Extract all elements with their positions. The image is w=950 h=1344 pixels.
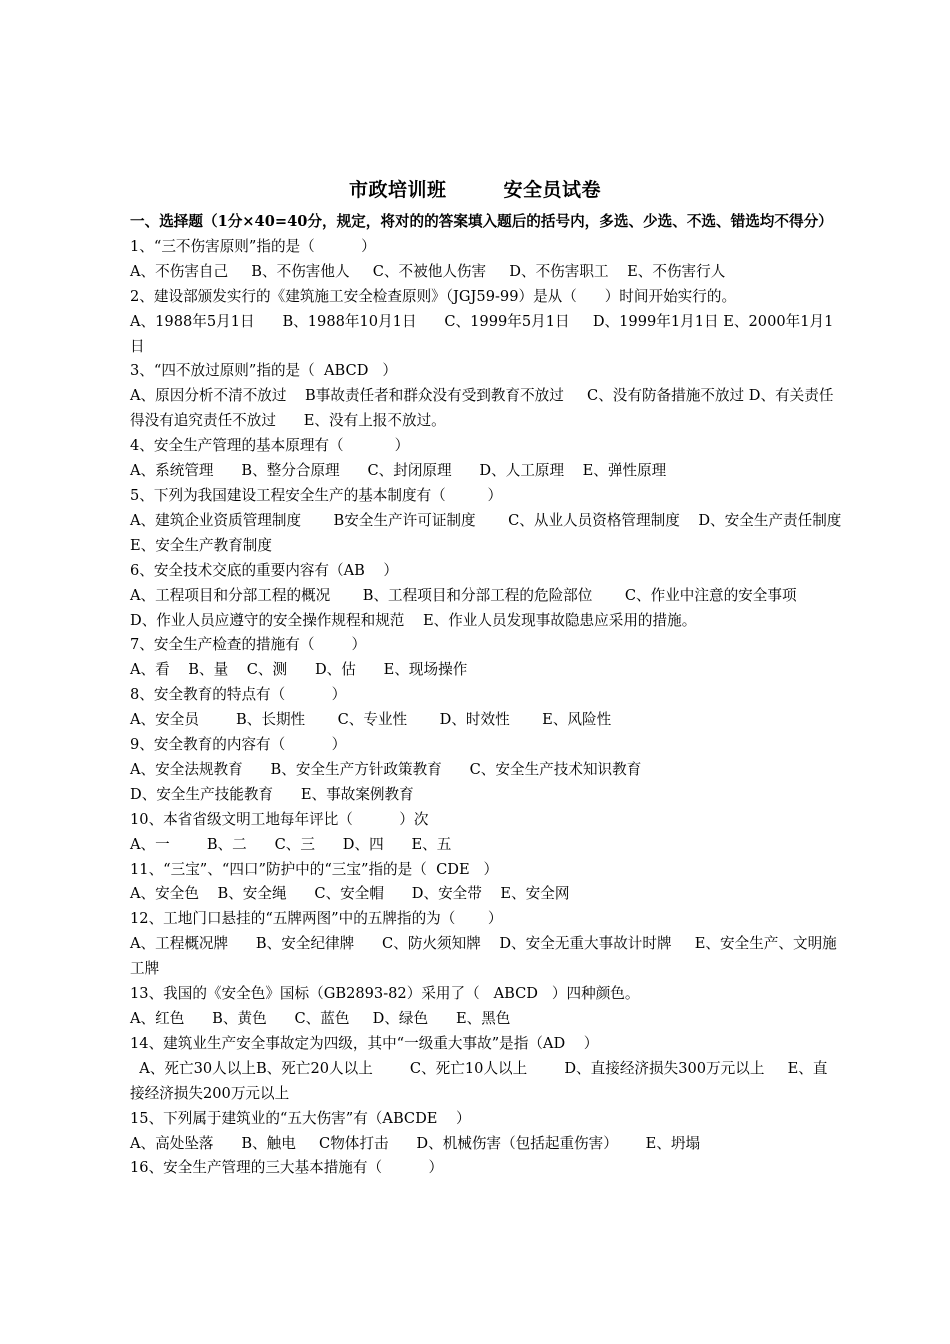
- document-title: 市政培训班 安全员试卷: [349, 179, 601, 201]
- text-line: A、工程概况牌 B、安全纪律牌 C、防火须知牌 D、安全无重大事故计时牌 E、安全生产、文明施工牌: [130, 935, 837, 978]
- text-line: 13、我国的《安全色》国标（GB2893-82）采用了（ ABCD ）四种颜色。: [130, 985, 640, 1003]
- text-line: 7、安全生产检查的措施有（ ）: [130, 636, 367, 654]
- text-line: A、红色 B、黄色 C、蓝色 D、绿色 E、黑色: [130, 1010, 511, 1027]
- text-line: A、安全法规教育 B、安全生产方针政策教育 C、安全生产技术知识教育: [130, 760, 642, 778]
- text-line: 1、“三不伤害原则”指的是（ ）: [130, 237, 376, 255]
- text-line: A、1988年5月1日 B、1988年10月1日 C、1999年5月1日 D、1999年1月1日 E、2000年1月1日: [130, 312, 834, 355]
- text-line: 3、“四不放过原则”指的是（ ABCD ）: [130, 362, 397, 380]
- text-line: 4、安全生产管理的基本原理有（ ）: [130, 437, 410, 455]
- text-line: A、一 B、二 C、三 D、四 E、五: [130, 835, 452, 853]
- text-line: 14、建筑业生产安全事故定为四级，其中“一级重大事故”是指（AD ）: [130, 1034, 599, 1052]
- text-line: 2、建设部颁发实行的《建筑施工安全检查原则》（JGJ59-99）是从（ ）时间开始实行的。: [130, 287, 737, 305]
- text-line: A、不伤害自己 B、不伤害他人 C、不被他人伤害 D、不伤害职工 E、不伤害行人: [130, 262, 726, 280]
- text-line: 15、下列属于建筑业的“五大伤害”有（ABCDE ）: [130, 1109, 471, 1127]
- section-heading: 一、选择题（1分×40=40分，规定，将对的的答案填入题后的括号内，多选、少选、不选、错选均不得分）: [130, 213, 833, 230]
- text-line: 11、“三宝”、“四口”防护中的“三宝”指的是（ CDE ）: [130, 860, 499, 878]
- text-line: A、工程项目和分部工程的概况 B、工程项目和分部工程的危险部位 C、作业中注意的安全事项 D、作业人员应遵守的安全操作规程和规范 E、作业人员发现事故隐患应采用的措施。: [130, 586, 825, 629]
- text-line: 6、安全技术交底的重要内容有（AB ）: [130, 561, 399, 579]
- text-line: A、看 B、量 C、测 D、估 E、现场操作: [130, 661, 468, 679]
- text-line: A、安全色 B、安全绳 C、安全帽 D、安全带 E、安全网: [130, 885, 570, 903]
- text-line: 5、下列为我国建设工程安全生产的基本制度有（ ）: [130, 486, 503, 504]
- text-line: D、安全生产技能教育 E、事故案例教育: [130, 785, 414, 803]
- question-list: [130, 235, 879, 1181]
- text-line: 16、安全生产管理的三大基本措施有（ ）: [130, 1159, 444, 1177]
- exam-body: [130, 210, 879, 1181]
- text-line: 8、安全教育的特点有（ ）: [130, 686, 347, 704]
- text-line: A、系统管理 B、整分合原理 C、封闭原理 D、人工原理 E、弹性原理: [130, 462, 667, 480]
- text-line: A、建筑企业资质管理制度 B安全生产许可证制度 C、从业人员资格管理制度 D、安全生产责任制度 E、安全生产教育制度: [130, 511, 879, 554]
- text-line: A、死亡30人以上B、死亡20人以上 C、死亡10人以上 D、直接经济损失300万元以上 E、直接经济损失200万元以上: [130, 1059, 828, 1102]
- text-line: 12、工地门口悬挂的“五牌两图”中的五牌指的为（ ）: [130, 910, 503, 928]
- text-line: A、安全员 B、长期性 C、专业性 D、时效性 E、风险性: [130, 711, 612, 729]
- text-line: A、高处坠落 B、触电 C物体打击 D、机械伤害（包括起重伤害） E、坍塌: [130, 1134, 701, 1152]
- text-line: 9、安全教育的内容有（ ）: [130, 736, 347, 754]
- text-line: 10、本省省级文明工地每年评比（ ）次: [130, 810, 429, 828]
- text-line: A、原因分析不清不放过 B事故责任者和群众没有受到教育不放过 C、没有防备措施不放过 D、有关责任得没有追究责任不放过 E、没有上报不放过。: [130, 387, 834, 430]
